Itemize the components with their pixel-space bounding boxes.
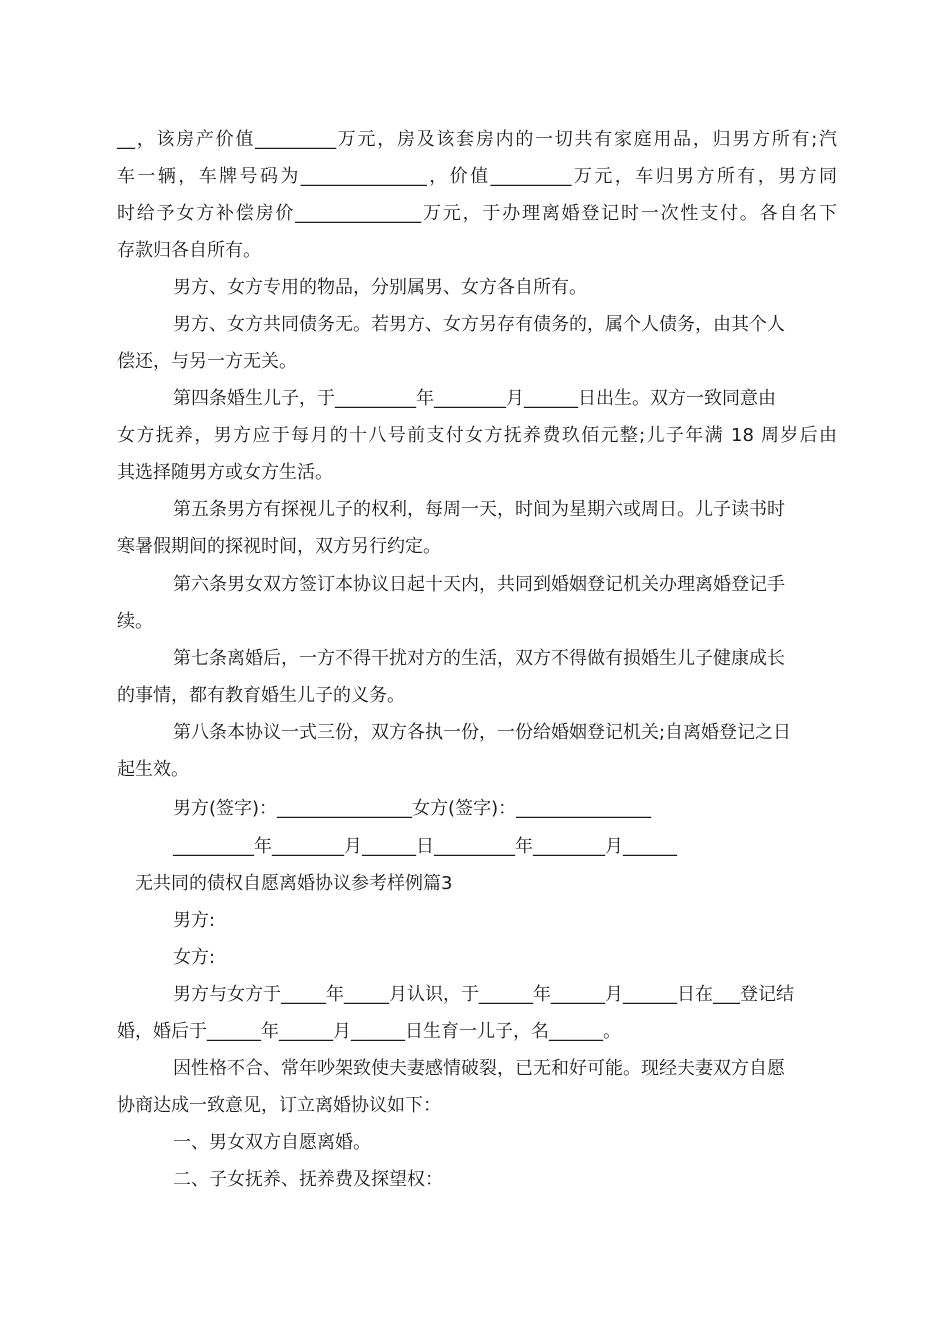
text-line: 协商达成一致意见，订立离婚协议如下： xyxy=(117,1095,441,1116)
text-line: 男方、女方共同债务无。若男方、女方另存有债务的，属个人债务，由其个人 xyxy=(173,314,785,335)
text-line: 存款归各自所有。 xyxy=(117,240,261,261)
text-line: 寒暑假期间的探视时间，双方另行约定。 xyxy=(117,536,441,557)
text-line: 男方与女方于_____年_____月认识，于______年______月______日在___登记结 xyxy=(173,984,794,1005)
date-line: _________年________月______日_________年________月______ xyxy=(173,836,677,857)
text-line: 续。 xyxy=(117,611,153,632)
text-line: 第八条本协议一式三份，双方各执一份，一份给婚姻登记机关;自离婚登记之日 xyxy=(173,722,792,743)
text-line: 第五条男方有探视儿子的权利，每周一天，时间为星期六或周日。儿子读书时 xyxy=(173,499,785,520)
text-line: 起生效。 xyxy=(117,759,189,780)
text-line: 时给予女方补偿房价______________万元，于办理离婚登记时一次性支付。各自名下 xyxy=(117,203,837,224)
text-line: 婚，婚后于______年______月______日生育一儿子，名______。 xyxy=(117,1021,621,1042)
text-line: 二、子女抚养、抚养费及探望权： xyxy=(173,1169,443,1190)
section-title: 无共同的债权自愿离婚协议参考样例篇3 xyxy=(135,873,453,894)
text-line: 女方抚养，男方应于每月的十八号前支付女方抚养费玖佰元整;儿子年满 18 周岁后由 xyxy=(117,425,837,446)
text-line: 偿还，与另一方无关。 xyxy=(117,351,297,372)
text-line: 车一辆，车牌号码为______________，价值_________万元，车归男方所有，男方同 xyxy=(117,166,837,187)
text-line: 第四条婚生儿子，于_________年________月______日出生。双方一致同意由 xyxy=(173,388,776,409)
text-line: 第七条离婚后，一方不得干扰对方的生活，双方不得做有损婚生儿子健康成长 xyxy=(173,648,785,669)
text-line: 第六条男女双方签订本协议日起十天内，共同到婚姻登记机关办理离婚登记手 xyxy=(173,574,785,595)
text-line: 男方: xyxy=(173,910,216,931)
text-line: 的事情，都有教育婚生儿子的义务。 xyxy=(117,685,405,706)
text-line: 因性格不合、常年吵架致使夫妻感情破裂，已无和好可能。现经夫妻双方自愿 xyxy=(173,1058,785,1079)
text-line: __，该房产价值_________万元，房及该套房内的一切共有家庭用品，归男方所有;汽 xyxy=(117,129,837,150)
text-line: 女方: xyxy=(173,947,216,968)
text-line: 其选择随男方或女方生活。 xyxy=(117,462,333,483)
signature-line: 男方(签字)：_______________女方(签字)：_______________ xyxy=(173,798,652,819)
text-line: 一、男女双方自愿离婚。 xyxy=(173,1132,371,1153)
text-line: 男方、女方专用的物品，分别属男、女方各自所有。 xyxy=(173,277,587,298)
